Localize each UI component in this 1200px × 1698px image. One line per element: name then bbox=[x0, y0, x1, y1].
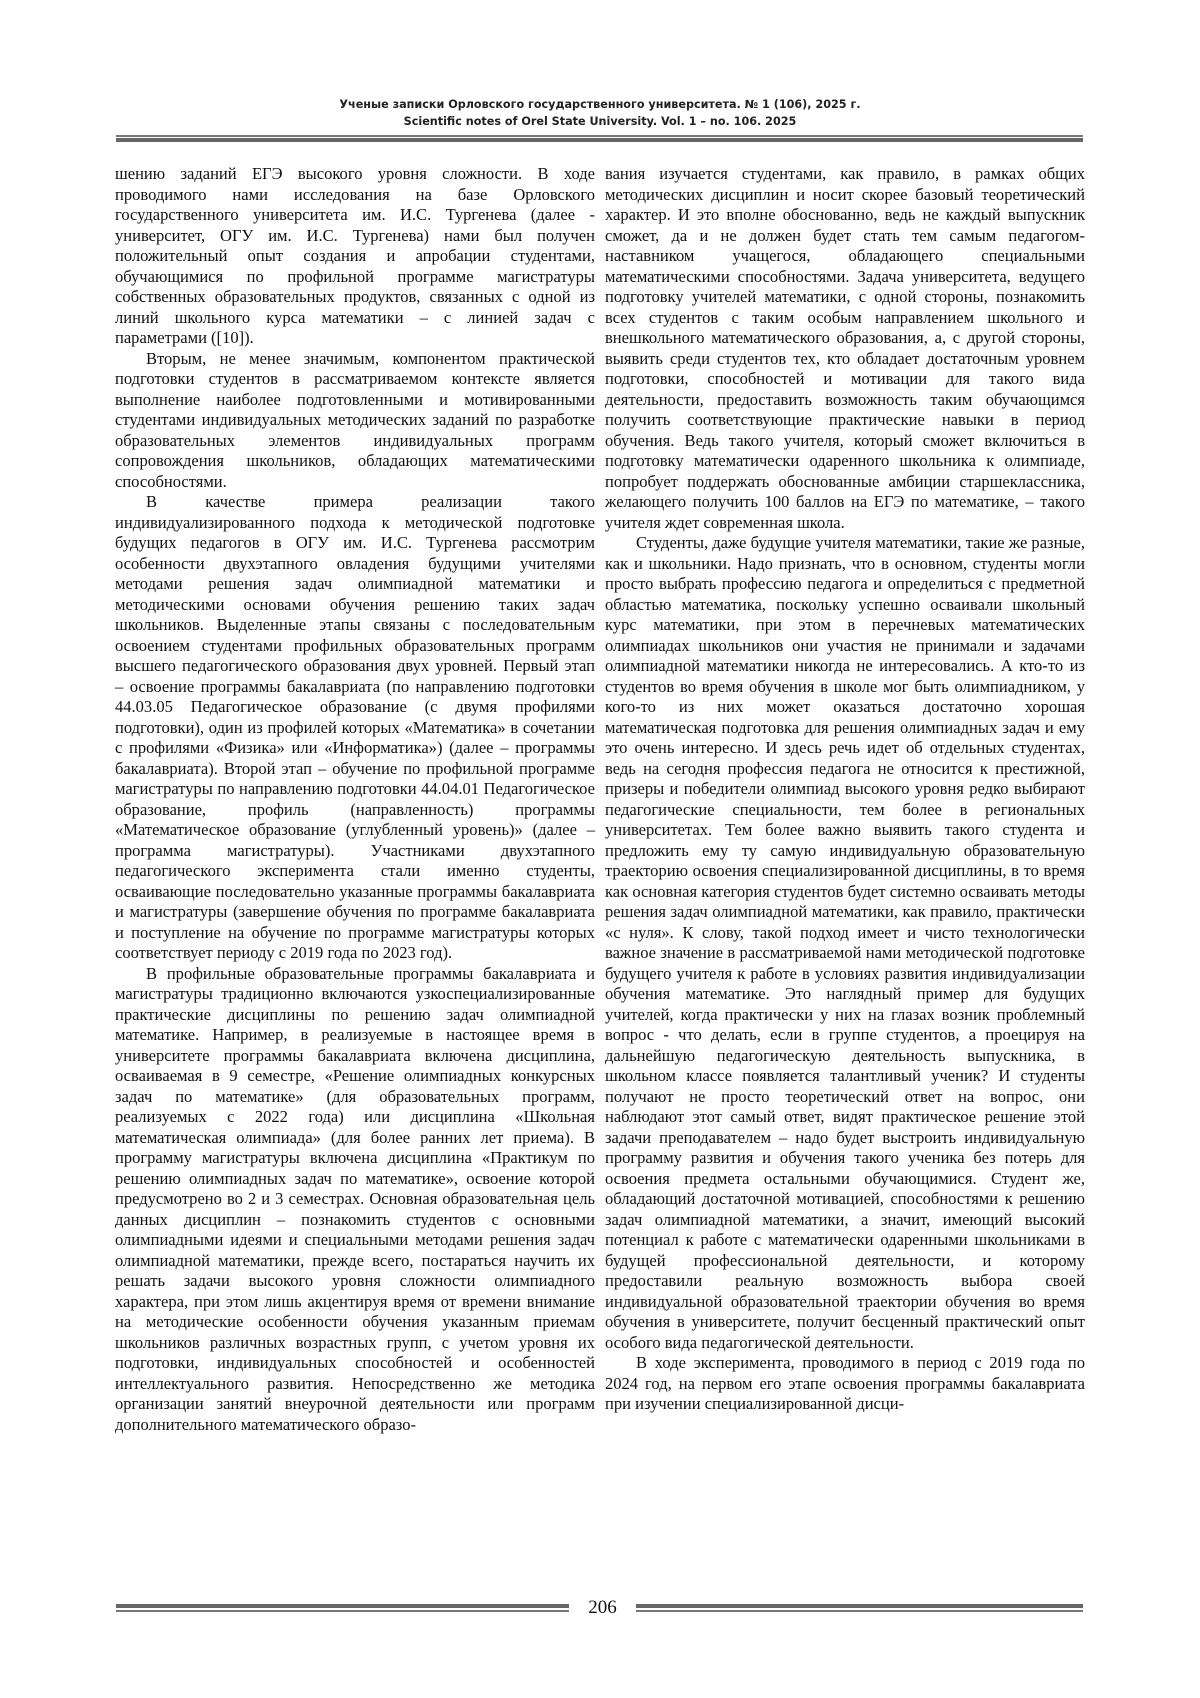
paragraph: вания изучается студентами, как правило, в рамках общих методических дисциплин и носит скорее базовый теоретический характер. И это вполне обоснованно, ведь не каждый выпускник сможет, да и не должен будет стать тем самым педагогом-наставником учащегося, обладающего специальными математическими способностями. Задача университета, ведущего подготовку учителей математики, с одной стороны, познакомить всех студентов с таким особым направлением школьного и внешкольного математического образования, а, с другой стороны, выявить среди студентов тех, кто обладает достаточным уровнем подготовки, способностей и мотивации для такого вида деятельности, предоставить возможность таким обучающимся получить соответствующие практические навыки в период обучения. Ведь такого учителя, который сможет включиться в подготовку математически одаренного школьника к олимпиаде, попробует поддержать обоснованные амбиции старшеклассника, желающего получить 100 баллов на ЕГЭ по математике, – такого учителя ждет современная школа. bbox=[605, 164, 1085, 532]
page-footer bbox=[116, 1598, 1083, 1622]
header-rule bbox=[116, 135, 1083, 144]
running-header bbox=[0, 96, 1200, 130]
page-number: 206 bbox=[588, 1597, 617, 1618]
footer-rule-left bbox=[116, 1604, 569, 1613]
left-column bbox=[115, 164, 595, 1435]
paragraph: Вторым, не менее значимым, компонентом практической подготовки студентов в рассматриваемом контексте является выполнение наиболее подготовленными и мотивированными студентами индивидуальных методических заданий по разработке образовательных элементов индивидуальных программ сопровождения школьников, обладающих математическими способностями. bbox=[115, 348, 595, 491]
header-line-en: Scientific notes of Orel State University. Vol. 1 – no. 106. 2025 bbox=[403, 115, 797, 128]
paragraph: В профильные образовательные программы бакалавриата и магистратуры традиционно включаются узкоспециализированные практические дисциплины по решению задач олимпиадной математике. Например, в реализуемые в настоящее время в университете программы бакалавриата включена дисциплина, осваиваемая в 9 семестре, «Решение олимпиадных конкурсных задач по математике» (для образовательных программ, реализуемых с 2022 года) или дисциплина «Школьная математическая олимпиада» (для более ранних лет приема). В программу магистратуры включена дисциплина «Практикум по решению олимпиадных задач по математике», освоение которой предусмотрено во 2 и 3 семестрах. Основная образовательная цель данных дисциплин – познакомить студентов с основными олимпиадными идеями и специальными методами решения задач олимпиадной математики, прежде всего, постараться научить их решать задачи высокого уровня сложности олимпиадного характера, при этом лишь акцентируя время от времени внимание на методические особенности обучения указанным приемам школьников различных возрастных групп, с учетом уровня их подготовки, индивидуальных способностей и особенностей интеллектуального развития. Непосредственно же методика организации занятий внеурочной деятельности или программ дополнительного математического образо- bbox=[115, 963, 595, 1434]
paragraph: В ходе эксперимента, проводимого в период с 2019 года по 2024 год, на первом его этапе освоения программы бакалавриата при изучении специализированной дисци- bbox=[605, 1353, 1085, 1413]
paragraph: В качестве примера реализации такого индивидуализированного подхода к методической подготовке будущих педагогов в ОГУ им. И.С. Тургенева рассмотрим особенности двухэтапного овладения будущими учителями методами решения задач олимпиадной математики и методическими основами обучения решению таких задач школьников. Выделенные этапы связаны с последовательным освоением студентами профильных образовательных программ высшего педагогического образования двух уровней. Первый этап – освоение программы бакалавриата (по направлению подготовки 44.03.05 Педагогическое образование (с двумя профилями подготовки), один из профилей которых «Математика» в сочетании с профилями «Физика» или «Информатика») (далее – программы бакалавриата). Второй этап – обучение по профильной программе магистратуры по направлению подготовки 44.04.01 Педагогическое образование, профиль (направленность) программы «Математическое образование (углубленный уровень)» (далее – программа магистратуры). Участниками двухэтапного педагогического эксперимента стали именно студенты, осваивающие последовательно указанные программы бакалавриата и магистратуры (завершение обучения по программе бакалавриата и поступление на обучение по программе магистратуры которых соответствует периоду с 2019 года по 2023 год). bbox=[115, 492, 595, 962]
paragraph: Студенты, даже будущие учителя математики, такие же разные, как и школьники. Надо признать, что в основном, студенты могли просто выбрать профессию педагога и определиться с предметной областью математика, поскольку успешно осваивали школьный курс математики, при этом в перечневых математических олимпиадах школьников они участия не принимали и задачами олимпиадной математики никогда не интересовались. А кто-то из студентов во время обучения в школе мог быть олимпиадником, у кого-то из них может оказаться достаточно хорошая математическая подготовка для решения олимпиадных задач и ему это очень интересно. И здесь речь идет об отдельных студентах, ведь на сегодня профессия педагога не относится к престижной, призеры и победители олимпиад высокого уровня редко выбирают педагогические специальности, тем более в региональных университетах. Тем более важно выявить такого студента и предложить ему ту самую индивидуальную образовательную траекторию освоения специализированной дисциплины, в то время как основная категория студентов будет системно осваивать методы решения задач олимпиадной математики, как правило, практически «с нуля». К слову, такой подход имеет и чисто технологически важное значение в рассматриваемой нами методической подготовке будущего учителя к работе в условиях развития индивидуализации обучения математике. Это наглядный пример для будущих учителей, когда практически у них на глазах возник проблемный вопрос - что делать, если в группе студентов, а проецируя на дальнейшую педагогическую деятельность выпускника, в школьном классе появляется талантливый ученик? И студенты получают не просто теоретический ответ на вопрос, они наблюдают этот самый ответ, видят практическое решение этой задачи преподавателем – надо будет выстроить индивидуальную программу развития и обучения такого ученика без потерь для освоения предмета остальными обучающимися. Студент же, обладающий достаточной мотивацией, способностями к решению задач олимпиадной математики, а значит, имеющий высокий потенциал к работе с математически одаренными школьниками в будущей профессиональной деятельности, и которому предоставили реальную возможность выбора своей индивидуальной образовательной траектории обучения во время обучения в университете, получит бесценный практический опыт особого вида педагогической деятельности. bbox=[605, 533, 1085, 1352]
paragraph: шению заданий ЕГЭ высокого уровня сложности. В ходе проводимого нами исследования на базе Орловского государственного университета им. И.С. Тургенева (далее - университет, ОГУ им. И.С. Тургенева) нами был получен положительный опыт создания и апробации студентами, обучающимися по профильной программе магистратуры собственных образовательных продуктов, связанных с одной из линий школьного курса математики – с линией задач с параметрами ([10]). bbox=[115, 164, 595, 347]
right-column bbox=[605, 164, 1085, 1415]
header-line-ru: Ученые записки Орловского государственного университета. № 1 (106), 2025 г. bbox=[339, 98, 861, 111]
footer-rule-right bbox=[636, 1604, 1083, 1613]
